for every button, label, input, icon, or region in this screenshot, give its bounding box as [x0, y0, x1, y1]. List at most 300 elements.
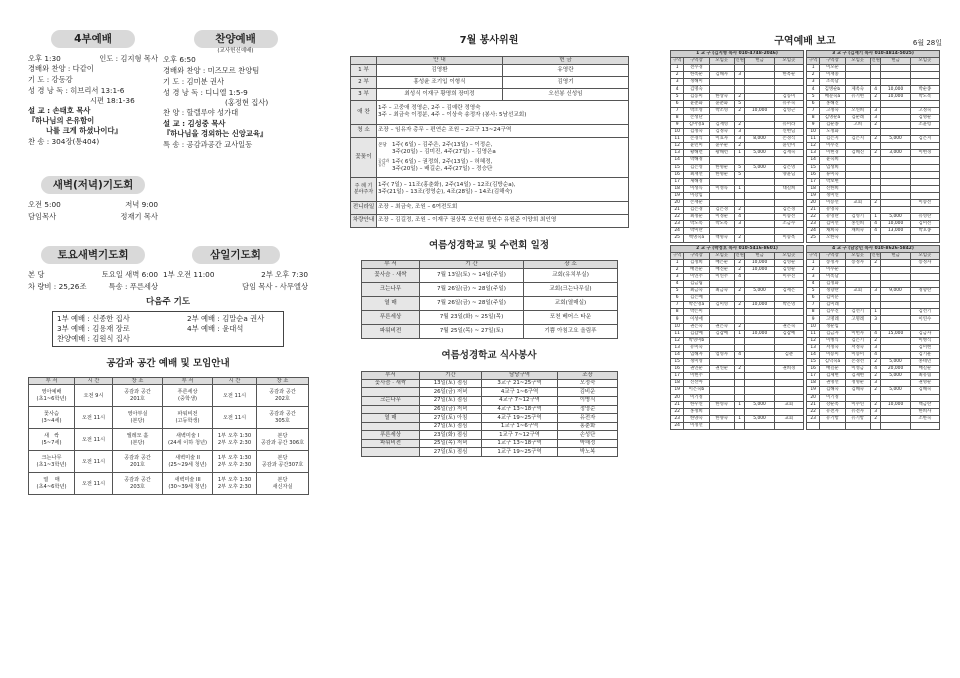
meal-cell: 홍춘화	[558, 422, 618, 431]
district-cell	[881, 295, 910, 302]
district-cell: 이옥남	[820, 273, 845, 280]
district-cell: 오한숙	[820, 235, 845, 242]
district-cell	[870, 422, 881, 429]
district-cell	[734, 157, 745, 164]
district-cell: 5,000	[745, 415, 774, 422]
district-cell: 김재영	[709, 121, 734, 128]
district-row	[807, 207, 940, 214]
dawn-prayer	[28, 176, 158, 222]
next-prayer-row	[57, 334, 279, 344]
district-cell: 박순종	[910, 86, 939, 93]
service-cell: 2 부	[351, 76, 377, 88]
district-cell	[910, 235, 939, 242]
meal-header: 부서	[362, 372, 420, 380]
district-col-header: 인원	[871, 252, 880, 258]
district-row	[807, 380, 940, 387]
district-cell	[745, 316, 774, 323]
district-cell: 이연주	[709, 273, 734, 280]
district-cell: 9	[807, 121, 820, 128]
district-cell	[881, 65, 910, 72]
district-cell	[774, 408, 803, 415]
district-cell	[745, 235, 774, 242]
district-cell: 배은순	[709, 259, 734, 266]
district-cell: 한명순	[709, 164, 734, 171]
district-cell: 손재순	[684, 199, 709, 206]
district-cell: 권연순	[684, 366, 709, 373]
district-row	[671, 221, 804, 228]
district-cell	[870, 171, 881, 178]
district-cell: 유전자	[845, 408, 870, 415]
district-cell: 2	[870, 359, 881, 366]
district-cell: 이성금	[845, 366, 870, 373]
district-row	[807, 401, 940, 408]
district-cell	[910, 273, 939, 280]
district-cell: 2	[734, 266, 745, 273]
district-cell: 염영자	[709, 351, 734, 358]
meal-header: 조장	[558, 372, 618, 380]
district-cell: 김병순b	[820, 86, 845, 93]
district-cell: 2	[734, 235, 745, 242]
summer-cell: 교회(열매실)	[524, 297, 618, 311]
meal-cell: 26일(금) 저녁	[420, 405, 482, 414]
district-group-row	[807, 245, 940, 252]
district-cell	[745, 93, 774, 100]
district-cell: 이은숙b	[684, 387, 709, 394]
district-cell: 10,000	[881, 86, 910, 93]
district-cell: 김혜진	[845, 150, 870, 157]
district-cell: 10,000	[881, 93, 910, 100]
district-cell	[745, 129, 774, 136]
district-cell	[910, 72, 939, 79]
district-cell: 11	[671, 330, 684, 337]
district-cell	[881, 171, 910, 178]
district-cell: 21	[671, 401, 684, 408]
summer-header: 기 간	[420, 261, 524, 269]
summer-cell: 기쁨 아침고요 올림푸	[524, 325, 618, 339]
district-col-header: 인원	[735, 58, 744, 64]
district-cell	[774, 394, 803, 401]
district-cell: 김선기	[845, 309, 870, 316]
district-row	[671, 408, 804, 415]
district-cell: 14	[671, 351, 684, 358]
service-row	[351, 64, 629, 76]
district-cell: 홍해진	[820, 100, 845, 107]
kids-cell: 1부 오후 1:30 2부 오후 2:30	[213, 429, 257, 451]
district-cell	[734, 309, 745, 316]
meal-row	[362, 405, 618, 414]
district-row	[807, 422, 940, 429]
district-cell	[745, 281, 774, 288]
district-cell: 김순종	[820, 121, 845, 128]
district-row	[807, 259, 940, 266]
district-cell	[881, 422, 910, 429]
district-cell: 2	[807, 266, 820, 273]
district-cell	[881, 259, 910, 266]
sat-prayer	[28, 246, 158, 292]
district-cell: 5,000	[881, 373, 910, 380]
district-cell: 5	[807, 93, 820, 100]
district-col-header: 구역	[807, 252, 820, 259]
service-cook	[377, 177, 629, 201]
col-worship4	[28, 0, 158, 147]
meal-cell: 4교구 13~18구역	[482, 405, 558, 414]
district-row	[671, 235, 804, 242]
district-row	[671, 309, 804, 316]
district-cell: 7	[671, 107, 684, 114]
district-row	[671, 266, 804, 273]
meal-cell	[362, 422, 420, 431]
district-cell: 정순임	[820, 323, 845, 330]
praise-praise: 경배와 찬양 : 미즈모르 찬양팀	[163, 66, 260, 76]
meal-cell: 크는나무	[362, 396, 420, 405]
summer-header: 장 소	[524, 261, 618, 269]
district-row	[807, 199, 940, 206]
district-cell: 4	[807, 86, 820, 93]
district-cell	[745, 394, 774, 401]
district-cell	[709, 86, 734, 93]
district-cell: 9,000	[881, 288, 910, 295]
district-cell	[881, 351, 910, 358]
district-cell: 5	[671, 93, 684, 100]
district-cell	[870, 235, 881, 242]
district-cell: 20	[671, 199, 684, 206]
district-cell: 15	[671, 359, 684, 366]
kids-header: 시 간	[75, 377, 113, 384]
service-reception: 조장 – 김길정, 조원 – 이재구 권상목 오인원 한연수 유원준 이양희 최인영	[377, 214, 629, 227]
sat-place: 본 당	[28, 270, 45, 280]
district-cell: 6	[671, 100, 684, 107]
district-cell: 3	[734, 129, 745, 136]
district-row	[807, 351, 940, 358]
district-row	[671, 302, 804, 309]
praise-time: 오후 6:50	[163, 55, 196, 65]
service-header: 안 내	[377, 56, 503, 64]
district-cell: 김은지	[820, 136, 845, 143]
district-cell: 5	[734, 164, 745, 171]
district-cell	[845, 295, 870, 302]
district-cell: 윤민미	[774, 143, 803, 150]
district-cell	[910, 65, 939, 72]
district-cell: 김동미	[684, 93, 709, 100]
district-cell	[745, 185, 774, 192]
service-title: 7월 봉사위원	[459, 35, 519, 46]
district-cell	[774, 380, 803, 387]
district-row	[671, 207, 804, 214]
summer-cell: 열 매	[362, 297, 420, 311]
district-cell: 1	[671, 65, 684, 72]
worship4-sermon-title2: 나를 크게 하셨나이다』	[46, 126, 122, 136]
kids-row	[29, 407, 309, 429]
district-cell	[910, 79, 939, 86]
district-cell: 교회	[845, 288, 870, 295]
district-cell: 유기현	[845, 93, 870, 100]
meal-header: 담당구역	[482, 372, 558, 380]
district-cell	[734, 344, 745, 351]
kids-cell: 오전 11시	[213, 407, 257, 429]
kids-cell: 새벽미술 III (30~39세 청년)	[163, 473, 213, 495]
district-cell	[845, 79, 870, 86]
service-cook-row	[351, 177, 629, 201]
meal-cell: 27일(토) 점심	[420, 448, 482, 457]
district-row	[671, 259, 804, 266]
kids-title: 공감과 공간 예배 및 모임안내	[106, 358, 230, 369]
district-cell: 한양숙	[709, 415, 734, 422]
district-cell: 신현님	[774, 129, 803, 136]
district-cell: 윤민미	[684, 143, 709, 150]
district-cell: 4	[870, 228, 881, 235]
district-cell: 한명순	[709, 171, 734, 178]
district-cell	[881, 192, 910, 199]
district-cell: 최재선	[684, 171, 709, 178]
district-row	[671, 387, 804, 394]
district-row	[807, 114, 940, 121]
district-row	[807, 273, 940, 280]
district-cell: 16	[671, 366, 684, 373]
district-cell: 11	[807, 136, 820, 143]
meal-title: 여름성경학교 식사봉사	[441, 350, 537, 362]
district-cell	[870, 185, 881, 192]
district-cell: 백명숙	[709, 235, 734, 242]
district-cell: 김은경	[684, 207, 709, 214]
district-cell: 2	[734, 302, 745, 309]
district-cell: 4	[807, 281, 820, 288]
district-cell: 1	[734, 415, 745, 422]
district-cell	[870, 394, 881, 401]
district-row	[671, 373, 804, 380]
district-row	[671, 100, 804, 107]
worship4-praise: 경배와 찬양 : 다같이	[28, 64, 94, 74]
praise-scripture2: (홍정현 집사)	[225, 97, 269, 107]
district-cell: 1	[734, 185, 745, 192]
service-flower-line: 3주(20일) – 배길순, 4주(27일) – 정승단	[392, 165, 493, 172]
meal-cell: 4교구 19~25구역	[482, 414, 558, 423]
meal-cell: 25일(목) 저녁	[420, 439, 482, 448]
service-food-label: 애 찬	[351, 100, 377, 124]
district-cell	[734, 199, 745, 206]
district-cell: 12	[671, 143, 684, 150]
district-cell	[910, 281, 939, 288]
kids-header: 부 서	[163, 377, 213, 384]
dawn-time-right: 저녁 9:00	[125, 200, 158, 210]
district-cell	[910, 266, 939, 273]
district-cell: 윤춘화	[684, 100, 709, 107]
district-cell	[910, 323, 939, 330]
district-cell: 최유림	[910, 373, 939, 380]
meal-cell: 손성단	[558, 431, 618, 440]
dawn-who-left: 담임목사	[28, 212, 57, 222]
district-cell: 제해정	[684, 178, 709, 185]
district-cell: 김은기	[845, 337, 870, 344]
worship4-scripture: 성 경 낭 독 : 히브리서 13:1-6	[28, 85, 125, 95]
district-cell: 배길순	[910, 366, 939, 373]
meal-row	[362, 439, 618, 448]
district-row	[807, 337, 940, 344]
district-cell: 유전자	[820, 408, 845, 415]
district-cell: 김은영	[774, 164, 803, 171]
district-row	[671, 422, 804, 429]
service-cook-line: 1주( 7일) – 11조(홍춘화), 2주(14일) – 12조(김방순a),	[378, 182, 516, 188]
district-cell: 김미선	[820, 221, 845, 228]
district-row	[807, 79, 940, 86]
meal-cell: 23일(화) 점심	[420, 431, 482, 440]
kids-cell: 공감과 공간 201호	[113, 451, 163, 473]
district-cell: 이수연	[845, 401, 870, 408]
district-cell: 2	[870, 337, 881, 344]
district-cell	[734, 316, 745, 323]
district-cell: 14	[807, 351, 820, 358]
district-row	[807, 330, 940, 337]
district-row	[671, 316, 804, 323]
district-cell	[745, 221, 774, 228]
district-cell	[881, 316, 910, 323]
district-cell: 20,000	[881, 366, 910, 373]
district-cell: 대길희	[774, 185, 803, 192]
wed-title: 삼일기도회	[192, 246, 280, 264]
district-cell: 15	[671, 164, 684, 171]
district-cell	[745, 359, 774, 366]
district-cell	[774, 359, 803, 366]
district-cell: 조금수	[774, 221, 803, 228]
district-cell: 4	[870, 86, 881, 93]
district-cell	[774, 422, 803, 429]
worship4-leader: 인도 : 김지형 목사	[99, 54, 158, 64]
district-cell: 박소영	[709, 107, 734, 114]
district-cell: 박노복	[709, 221, 734, 228]
district-cell: 김미분	[820, 295, 845, 302]
district-cell	[709, 178, 734, 185]
service-flower-line: 1주( 6일) – 김주은, 2주(13일) – 이정순,	[392, 141, 493, 148]
meal-cell: 3교구 21~25구역	[482, 379, 558, 388]
district-cell: 10	[671, 129, 684, 136]
district-row	[807, 309, 940, 316]
district-cell	[881, 309, 910, 316]
district-row	[671, 114, 804, 121]
next-prayer-cell: 찬양예배 : 김원식 집사	[57, 334, 130, 344]
service-clean-row	[351, 124, 629, 137]
district-cell: 5	[734, 100, 745, 107]
district-cell	[910, 157, 939, 164]
district-group-title: 1 교 구 (김지형 목사 010-4748-2046)	[671, 51, 804, 58]
district-cell: 2	[870, 199, 881, 206]
district-cell: 3	[807, 273, 820, 280]
district-cell: 정해미	[684, 79, 709, 86]
district-cell: 4	[870, 330, 881, 337]
district-cell: 22	[671, 214, 684, 221]
district-cell: 17	[671, 178, 684, 185]
next-prayer-cell: 3부 예배 : 김용재 장로	[57, 324, 130, 334]
service-reception-row	[351, 214, 629, 227]
district-row	[671, 344, 804, 351]
district-cell: 18	[807, 380, 820, 387]
district-cell: 김금자	[910, 330, 939, 337]
district-cell: 한옥순	[774, 72, 803, 79]
service-food-line: 3주 – 최금숙 이정분, 4주 – 이상숙 송정자 (봉사: 5남선교회)	[378, 112, 527, 118]
district-col-header: 헌금	[745, 58, 774, 65]
district-cell	[745, 351, 774, 358]
summer-cell: 교회(유치부실)	[524, 269, 618, 283]
district-cell	[807, 422, 820, 429]
district-cell	[745, 192, 774, 199]
district-row	[671, 401, 804, 408]
district-cell: 권명순	[910, 380, 939, 387]
district-row	[807, 359, 940, 366]
district-cell	[709, 228, 734, 235]
meal-cell: 26일(금) 저녁	[420, 388, 482, 397]
next-prayer-row	[57, 324, 279, 334]
district-cell	[881, 408, 910, 415]
district-cell	[845, 129, 870, 136]
worship4-sermon-title1: 『하나님의 은유함이	[28, 116, 95, 126]
district-cell: 14	[807, 157, 820, 164]
kids-cell: 푸른세상 (중학생)	[163, 385, 213, 407]
kids-cell: 본당 새신자실	[257, 473, 309, 495]
district-cell: 2	[734, 323, 745, 330]
district-row	[671, 164, 804, 171]
district-cell	[881, 100, 910, 107]
district-cell	[881, 394, 910, 401]
district-cell	[745, 171, 774, 178]
district-cell: 5,000	[745, 164, 774, 171]
district-col-header: 구역	[807, 58, 820, 65]
district-row	[807, 394, 940, 401]
district-cell: 홍정희	[684, 408, 709, 415]
dawn-time-left: 오전 5:00	[28, 200, 61, 210]
district-cell: 1	[734, 330, 745, 337]
district-cell	[870, 129, 881, 136]
district-cell	[845, 178, 870, 185]
district-cell: 권은숙	[709, 323, 734, 330]
district-cell: 2	[870, 136, 881, 143]
service-food-line: 1주 – 고중애 정영순, 2주 – 김예란 정영숙	[378, 105, 481, 111]
kids-row	[29, 429, 309, 451]
district-cell: 송정자	[845, 259, 870, 266]
district-cell: 이성애	[684, 316, 709, 323]
service-cell: 오선봉 신성임	[503, 88, 629, 100]
worship4-hymn: 찬 송 : 304장(통404)	[28, 136, 100, 146]
district-cell: 유우숙	[774, 100, 803, 107]
district-cell: 김수진	[820, 309, 845, 316]
meal-table	[361, 371, 618, 457]
district-cell: 박호종	[910, 228, 939, 235]
district-cell: 18	[671, 380, 684, 387]
district-cell	[910, 185, 939, 192]
district-cell: 5	[807, 288, 820, 295]
kids-cell: 새벽미술 I (24세 이하 청년)	[163, 429, 213, 451]
district-cell: 10,000	[745, 259, 774, 266]
district-col-row	[671, 252, 804, 259]
summer-cell: 7월 13일(토) ~ 14일(주일)	[420, 269, 524, 283]
district-cell	[734, 387, 745, 394]
district-cell	[881, 143, 910, 150]
district-cell: 손성단	[684, 114, 709, 121]
meal-cell: 열 매	[362, 414, 420, 423]
wed-time1: 1부 오전 11:00	[163, 270, 215, 280]
sat-title: 토요새벽기도회	[41, 246, 145, 264]
district-cell: 3	[870, 316, 881, 323]
summer-cell: 푸른세상	[362, 311, 420, 325]
district-row	[671, 228, 804, 235]
district-cell: 19	[671, 387, 684, 394]
district-cell	[774, 114, 803, 121]
district-cell: 5,000	[881, 359, 910, 366]
district-cell: 김미영	[709, 302, 734, 309]
kids-row	[29, 385, 309, 407]
next-prayer-cell: 2부 예배 : 김말순a 권사	[187, 314, 265, 324]
next-prayer-cell: 1부 예배 : 신종한 집사	[57, 314, 130, 324]
district-cell	[709, 281, 734, 288]
meal-cell: 27일(토) 점심	[420, 422, 482, 431]
meal-cell: 1교구 13~18구역	[482, 439, 558, 448]
